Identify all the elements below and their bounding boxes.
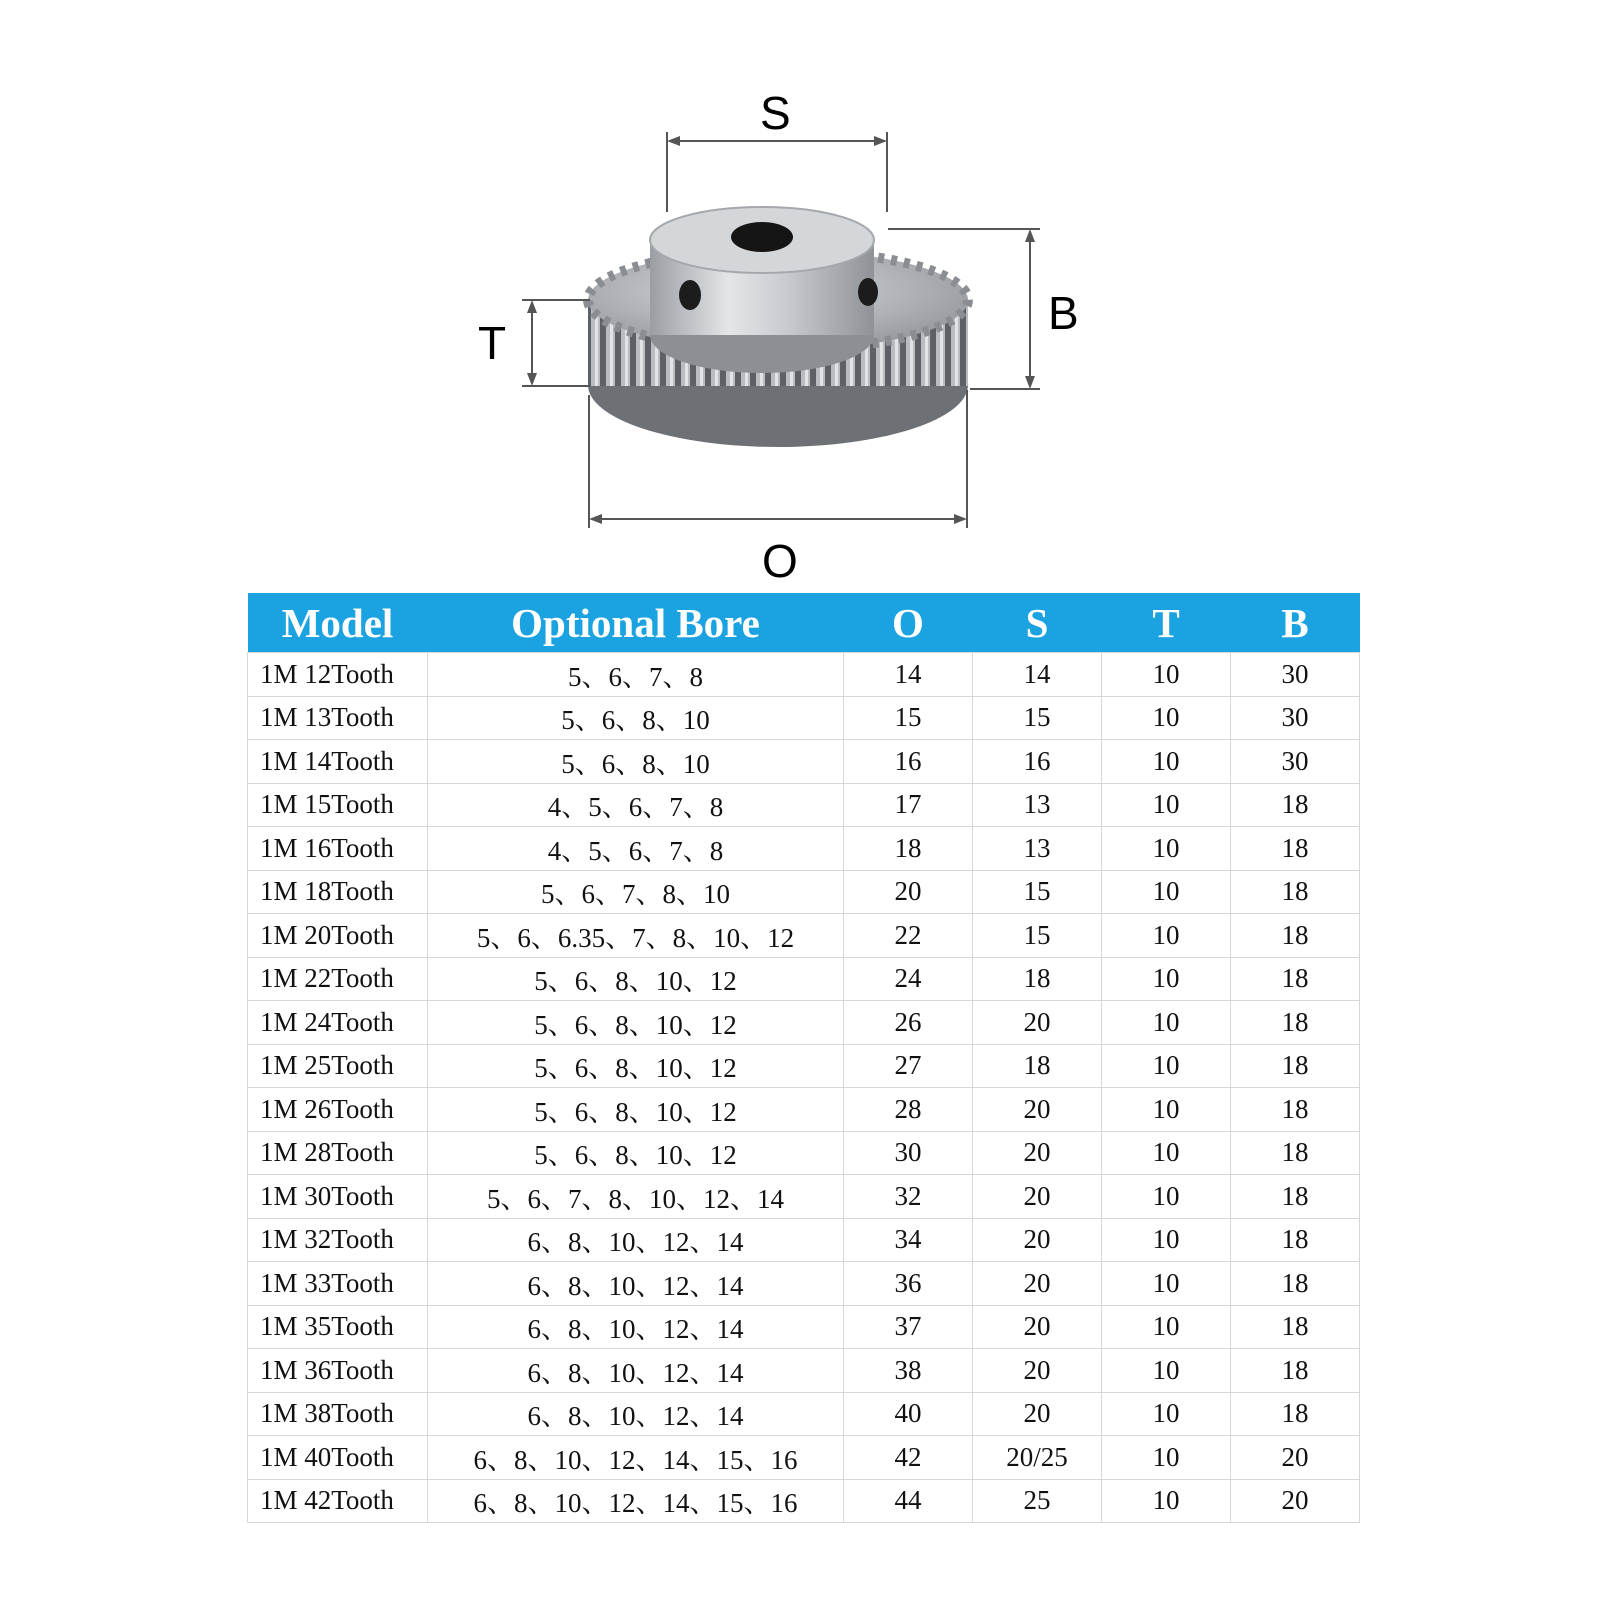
- table-row: [248, 1131, 1360, 1175]
- o-cell: 16: [844, 740, 973, 784]
- bore-cell: 6、8、10、12、14: [428, 1392, 844, 1436]
- model-cell: 1M 33Tooth: [248, 1262, 428, 1306]
- gear-illustration: [0, 0, 1600, 590]
- t-cell: 10: [1102, 1044, 1231, 1088]
- o-cell: 44: [844, 1479, 973, 1523]
- s-cell: 20: [973, 1088, 1102, 1132]
- b-cell: 18: [1231, 1305, 1360, 1349]
- table-row: [248, 1175, 1360, 1219]
- bore-cell: 6、8、10、12、14、15、16: [428, 1479, 844, 1523]
- bore-cell: 6、8、10、12、14: [428, 1262, 844, 1306]
- s-cell: 20: [973, 1001, 1102, 1045]
- bore-cell: 4、5、6、7、8: [428, 783, 844, 827]
- header-b: B: [1231, 593, 1360, 653]
- bore-cell: 5、6、8、10: [428, 696, 844, 740]
- s-cell: 15: [973, 870, 1102, 914]
- bore-cell: 5、6、8、10、12: [428, 1131, 844, 1175]
- bore-cell: 5、6、6.35、7、8、10、12: [428, 914, 844, 958]
- b-cell: 18: [1231, 1044, 1360, 1088]
- table-row: [248, 827, 1360, 871]
- bore-cell: 6、8、10、12、14: [428, 1305, 844, 1349]
- b-cell: 18: [1231, 1349, 1360, 1393]
- table-row: [248, 1218, 1360, 1262]
- t-cell: 10: [1102, 1175, 1231, 1219]
- model-cell: 1M 13Tooth: [248, 696, 428, 740]
- model-cell: 1M 30Tooth: [248, 1175, 428, 1219]
- table-row: [248, 1436, 1360, 1480]
- model-cell: 1M 25Tooth: [248, 1044, 428, 1088]
- table-header-row: [248, 593, 1360, 653]
- s-cell: 20: [973, 1218, 1102, 1262]
- t-cell: 10: [1102, 653, 1231, 697]
- table-row: [248, 1349, 1360, 1393]
- t-cell: 10: [1102, 1131, 1231, 1175]
- model-cell: 1M 24Tooth: [248, 1001, 428, 1045]
- o-cell: 34: [844, 1218, 973, 1262]
- o-cell: 14: [844, 653, 973, 697]
- gear-diagram: [0, 0, 1600, 590]
- o-cell: 18: [844, 827, 973, 871]
- t-cell: 10: [1102, 827, 1231, 871]
- t-cell: 10: [1102, 914, 1231, 958]
- o-cell: 17: [844, 783, 973, 827]
- table-row: [248, 870, 1360, 914]
- bore-cell: 5、6、8、10: [428, 740, 844, 784]
- header-model: Model: [248, 593, 428, 653]
- bore-cell: 6、8、10、12、14: [428, 1218, 844, 1262]
- o-cell: 15: [844, 696, 973, 740]
- model-cell: 1M 35Tooth: [248, 1305, 428, 1349]
- table-row: [248, 1479, 1360, 1523]
- b-cell: 20: [1231, 1436, 1360, 1480]
- b-cell: 18: [1231, 1001, 1360, 1045]
- table-row: [248, 1392, 1360, 1436]
- dimension-label-b: B: [1048, 287, 1079, 339]
- t-cell: 10: [1102, 1349, 1231, 1393]
- s-cell: 20: [973, 1392, 1102, 1436]
- b-cell: 30: [1231, 740, 1360, 784]
- model-cell: 1M 18Tooth: [248, 870, 428, 914]
- t-cell: 10: [1102, 1479, 1231, 1523]
- bore-cell: 4、5、6、7、8: [428, 827, 844, 871]
- b-cell: 18: [1231, 1088, 1360, 1132]
- model-cell: 1M 16Tooth: [248, 827, 428, 871]
- t-cell: 10: [1102, 1218, 1231, 1262]
- model-cell: 1M 20Tooth: [248, 914, 428, 958]
- b-cell: 18: [1231, 1131, 1360, 1175]
- dimension-label-o: O: [762, 535, 798, 587]
- model-cell: 1M 32Tooth: [248, 1218, 428, 1262]
- o-cell: 37: [844, 1305, 973, 1349]
- o-cell: 30: [844, 1131, 973, 1175]
- header-s: S: [973, 593, 1102, 653]
- spec-table: [247, 593, 1360, 1523]
- o-cell: 20: [844, 870, 973, 914]
- s-cell: 13: [973, 783, 1102, 827]
- b-cell: 18: [1231, 783, 1360, 827]
- model-cell: 1M 28Tooth: [248, 1131, 428, 1175]
- b-cell: 18: [1231, 1262, 1360, 1306]
- b-cell: 18: [1231, 1392, 1360, 1436]
- header-o: O: [844, 593, 973, 653]
- s-cell: 20: [973, 1305, 1102, 1349]
- s-cell: 20: [973, 1349, 1102, 1393]
- dimension-label-t: T: [478, 317, 507, 369]
- bore-cell: 5、6、8、10、12: [428, 1044, 844, 1088]
- table-row: [248, 740, 1360, 784]
- model-cell: 1M 15Tooth: [248, 783, 428, 827]
- o-cell: 22: [844, 914, 973, 958]
- t-cell: 10: [1102, 1436, 1231, 1480]
- s-cell: 13: [973, 827, 1102, 871]
- b-cell: 30: [1231, 696, 1360, 740]
- table-row: [248, 1044, 1360, 1088]
- t-cell: 10: [1102, 783, 1231, 827]
- o-cell: 40: [844, 1392, 973, 1436]
- bore-cell: 5、6、8、10、12: [428, 957, 844, 1001]
- b-cell: 18: [1231, 1175, 1360, 1219]
- t-cell: 10: [1102, 957, 1231, 1001]
- t-cell: 10: [1102, 1305, 1231, 1349]
- o-cell: 32: [844, 1175, 973, 1219]
- t-cell: 10: [1102, 1088, 1231, 1132]
- bore-cell: 5、6、7、8、10、12、14: [428, 1175, 844, 1219]
- s-cell: 18: [973, 1044, 1102, 1088]
- table-body: [248, 653, 1360, 1523]
- b-cell: 18: [1231, 914, 1360, 958]
- b-cell: 18: [1231, 957, 1360, 1001]
- b-cell: 30: [1231, 653, 1360, 697]
- table-row: [248, 1088, 1360, 1132]
- b-cell: 18: [1231, 870, 1360, 914]
- bore-cell: 5、6、7、8、10: [428, 870, 844, 914]
- s-cell: 16: [973, 740, 1102, 784]
- o-cell: 42: [844, 1436, 973, 1480]
- s-cell: 20: [973, 1175, 1102, 1219]
- s-cell: 14: [973, 653, 1102, 697]
- s-cell: 20: [973, 1262, 1102, 1306]
- t-cell: 10: [1102, 696, 1231, 740]
- bore-cell: 5、6、8、10、12: [428, 1088, 844, 1132]
- table-row: [248, 1305, 1360, 1349]
- header-t: T: [1102, 593, 1231, 653]
- b-cell: 18: [1231, 1218, 1360, 1262]
- bore-cell: 6、8、10、12、14、15、16: [428, 1436, 844, 1480]
- s-cell: 15: [973, 914, 1102, 958]
- model-cell: 1M 14Tooth: [248, 740, 428, 784]
- o-cell: 27: [844, 1044, 973, 1088]
- table-row: [248, 783, 1360, 827]
- table-row: [248, 696, 1360, 740]
- bore-cell: 5、6、7、8: [428, 653, 844, 697]
- s-cell: 20: [973, 1131, 1102, 1175]
- table-row: [248, 914, 1360, 958]
- model-cell: 1M 38Tooth: [248, 1392, 428, 1436]
- t-cell: 10: [1102, 1262, 1231, 1306]
- o-cell: 24: [844, 957, 973, 1001]
- b-cell: 18: [1231, 827, 1360, 871]
- model-cell: 1M 26Tooth: [248, 1088, 428, 1132]
- t-cell: 10: [1102, 1392, 1231, 1436]
- table-row: [248, 957, 1360, 1001]
- s-cell: 15: [973, 696, 1102, 740]
- table-row: [248, 1001, 1360, 1045]
- bore-cell: 6、8、10、12、14: [428, 1349, 844, 1393]
- s-cell: 25: [973, 1479, 1102, 1523]
- model-cell: 1M 42Tooth: [248, 1479, 428, 1523]
- model-cell: 1M 40Tooth: [248, 1436, 428, 1480]
- model-cell: 1M 22Tooth: [248, 957, 428, 1001]
- table-row: [248, 653, 1360, 697]
- o-cell: 26: [844, 1001, 973, 1045]
- bore-cell: 5、6、8、10、12: [428, 1001, 844, 1045]
- header-optional-bore: Optional Bore: [428, 593, 844, 653]
- model-cell: 1M 36Tooth: [248, 1349, 428, 1393]
- model-cell: 1M 12Tooth: [248, 653, 428, 697]
- t-cell: 10: [1102, 870, 1231, 914]
- table-row: [248, 1262, 1360, 1306]
- t-cell: 10: [1102, 740, 1231, 784]
- t-cell: 10: [1102, 1001, 1231, 1045]
- s-cell: 18: [973, 957, 1102, 1001]
- s-cell: 20/25: [973, 1436, 1102, 1480]
- o-cell: 28: [844, 1088, 973, 1132]
- o-cell: 38: [844, 1349, 973, 1393]
- b-cell: 20: [1231, 1479, 1360, 1523]
- dimension-label-s: S: [760, 87, 791, 139]
- o-cell: 36: [844, 1262, 973, 1306]
